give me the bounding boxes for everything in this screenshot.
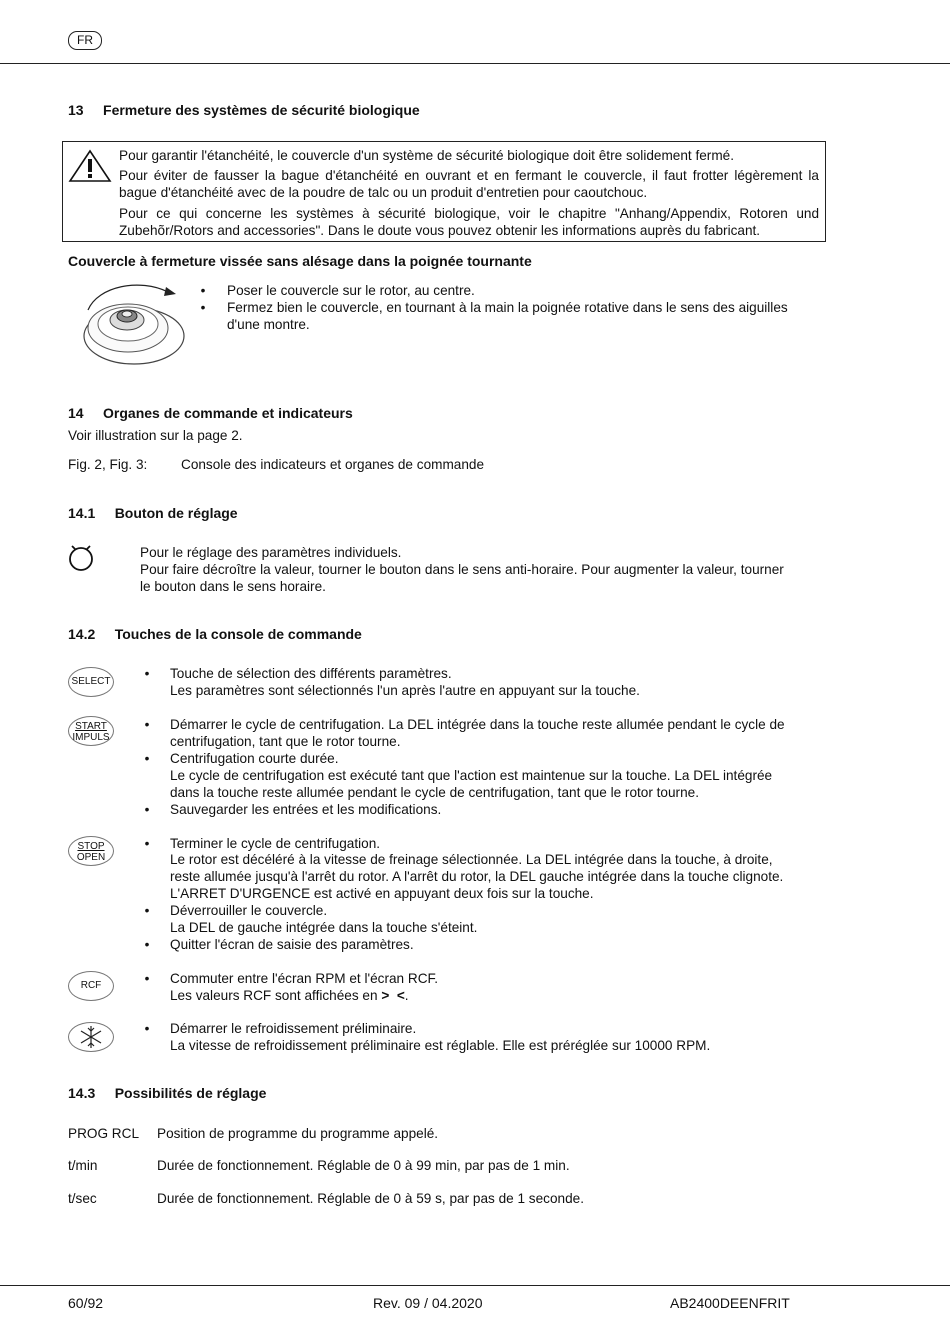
page-number: 60/92 [68, 1295, 104, 1311]
open-key-label: OPEN [76, 852, 106, 863]
see-illustration-text: Voir illustration sur la page 2. [68, 428, 243, 443]
stop-text-2b: La DEL de gauche intégrée dans la touche s'éteint. [170, 920, 478, 935]
bullet-dot: • [144, 1021, 150, 1036]
bullet-dot: • [144, 903, 150, 918]
section-14-heading: 14 Organes de commande et indicateurs [68, 405, 353, 421]
start-text-2a: Centrifugation courte durée. [170, 751, 339, 766]
bullet-dot: • [144, 751, 150, 766]
bullet-dot: • [200, 283, 206, 298]
rcf-brackets: > < [381, 988, 405, 1003]
knob-text-3: le bouton dans le sens horaire. [140, 579, 326, 594]
precool-text-2: La vitesse de refroidissement préliminaire est réglable. Elle est préréglée sur 10000 RPM. [170, 1038, 711, 1053]
section-13-heading: 13 Fermeture des systèmes de sécurité biologique [68, 102, 420, 118]
section-14-3-heading: 14.3 Possibilités de réglage [68, 1085, 267, 1101]
stop-text-1d: L'ARRET D'URGENCE est activé en appuyant deux fois sur la touche. [170, 886, 594, 901]
lid-step-1: Poser le couvercle sur le rotor, au centre. [227, 283, 475, 298]
stop-text-1b: Le rotor est décéléré à la vitesse de freinage sélectionnée. La DEL intégrée dans la touche, à droite, [170, 852, 773, 867]
impuls-key-label: IMPULS [72, 732, 110, 743]
select-text-2: Les paramètres sont sélectionnés l'un après l'autre en appuyant sur la touche. [170, 683, 640, 698]
snowflake-icon [69, 1023, 113, 1051]
select-text-1: Touche de sélection des différents paramètres. [170, 666, 452, 681]
setting-label: PROG RCL [68, 1126, 140, 1141]
start-text-2c: dans la touche reste allumée pendant le cycle de centrifugation, tant que le rotor tourne. [170, 785, 699, 800]
warning-text-2b: bague d'étanchéité avec de la poudre de talc ou un produit d'entretien pour caoutchouc. [119, 185, 648, 200]
precool-key-icon [68, 1022, 114, 1052]
rcf-text-2 [170, 987, 409, 1004]
setting-label: t/sec [68, 1191, 97, 1206]
warning-text-1: Pour garantir l'étanchéité, le couvercle d'un système de sécurité biologique doit être solidement fermé. [119, 148, 734, 163]
header-rule [0, 63, 950, 64]
rcf-text-2a: Les valeurs RCF sont affichées en [170, 988, 382, 1003]
knob-text-1: Pour le réglage des paramètres individuels. [140, 545, 402, 560]
rotary-knob-icon [66, 541, 96, 573]
start-key-label: START [75, 721, 107, 732]
bullet-dot: • [200, 300, 206, 315]
warning-text-3b: Zubehõr/Rotors and accessories". Dans le doute vous pouvez obtenir les informations auprès du fabricant. [119, 223, 761, 238]
rcf-text-2c: . [404, 988, 409, 1003]
warning-triangle-icon [68, 148, 112, 184]
document-id: AB2400DEENFRIT [670, 1295, 790, 1311]
stop-text-3: Quitter l'écran de saisie des paramètres. [170, 937, 414, 952]
rcf-key-icon [68, 971, 114, 1001]
start-text-2b: Le cycle de centrifugation est exécuté tant que l'action est maintenue sur la touche. La DEL intégrée [170, 768, 773, 783]
section-14-2-heading: 14.2 Touches de la console de commande [68, 626, 362, 642]
lid-step-2a: Fermez bien le couvercle, en tournant à la main la poignée rotative dans le sens des aiguilles [227, 300, 788, 315]
section-14-1-heading: 14.1 Bouton de réglage [68, 505, 238, 521]
rotor-lid-illustration [80, 278, 188, 368]
fig-description: Console des indicateurs et organes de commande [181, 457, 485, 472]
start-text-1b: centrifugation, tant que le rotor tourne. [170, 734, 401, 749]
setting-description: Position de programme du programme appelé. [157, 1126, 439, 1141]
start-text-3: Sauvegarder les entrées et les modifications. [170, 802, 442, 817]
stop-text-1a: Terminer le cycle de centrifugation. [170, 836, 381, 851]
setting-description: Durée de fonctionnement. Réglable de 0 à 99 min, par pas de 1 min. [157, 1158, 570, 1173]
knob-text-2: Pour faire décroître la valeur, tourner le bouton dans le sens anti-horaire. Pour augmenter la valeur, tourner [140, 562, 784, 577]
stop-text-1c: reste allumée jusqu'à l'arrêt du rotor. A l'arrêt du rotor, la DEL gauche intégrée dans la touche clignote. [170, 869, 784, 884]
bullet-dot: • [144, 717, 150, 732]
fig-label: Fig. 2, Fig. 3: [68, 457, 148, 472]
warning-text-2a: Pour éviter de fausser la bague d'étanchéité en ouvrant et en fermant le couvercle, il faut frotter légèrement la [119, 168, 819, 183]
lid-step-2b: d'une montre. [227, 317, 310, 332]
bullet-dot: • [144, 802, 150, 817]
stop-text-2a: Déverrouiller le couvercle. [170, 903, 328, 918]
start-impuls-key-icon [68, 716, 114, 746]
language-badge: FR [68, 31, 102, 50]
setting-label: t/min [68, 1158, 98, 1173]
precool-text-1: Démarrer le refroidissement préliminaire. [170, 1021, 417, 1036]
setting-description: Durée de fonctionnement. Réglable de 0 à 59 s, par pas de 1 seconde. [157, 1191, 584, 1206]
warning-text-3a: Pour ce qui concerne les systèmes à sécurité biologique, voir le chapitre "Anhang/Appendix, Rotoren und [119, 206, 819, 221]
select-key-label: SELECT [71, 676, 111, 687]
stop-key-label: STOP [77, 841, 105, 852]
start-text-1a: Démarrer le cycle de centrifugation. La DEL intégrée dans la touche reste allumée pendant le cycle de [170, 717, 785, 732]
select-key-icon [68, 667, 114, 697]
stop-open-key-icon [68, 836, 114, 866]
rcf-text-1: Commuter entre l'écran RPM et l'écran RCF. [170, 971, 439, 986]
bullet-dot: • [144, 836, 150, 851]
revision: Rev. 09 / 04.2020 [373, 1295, 483, 1311]
bullet-dot: • [144, 937, 150, 952]
rcf-key-label: RCF [80, 980, 102, 991]
footer-rule [0, 1285, 950, 1286]
bullet-dot: • [144, 971, 150, 986]
bullet-dot: • [144, 666, 150, 681]
lid-subheading: Couvercle à fermeture vissée sans alésage dans la poignée tournante [68, 253, 532, 269]
